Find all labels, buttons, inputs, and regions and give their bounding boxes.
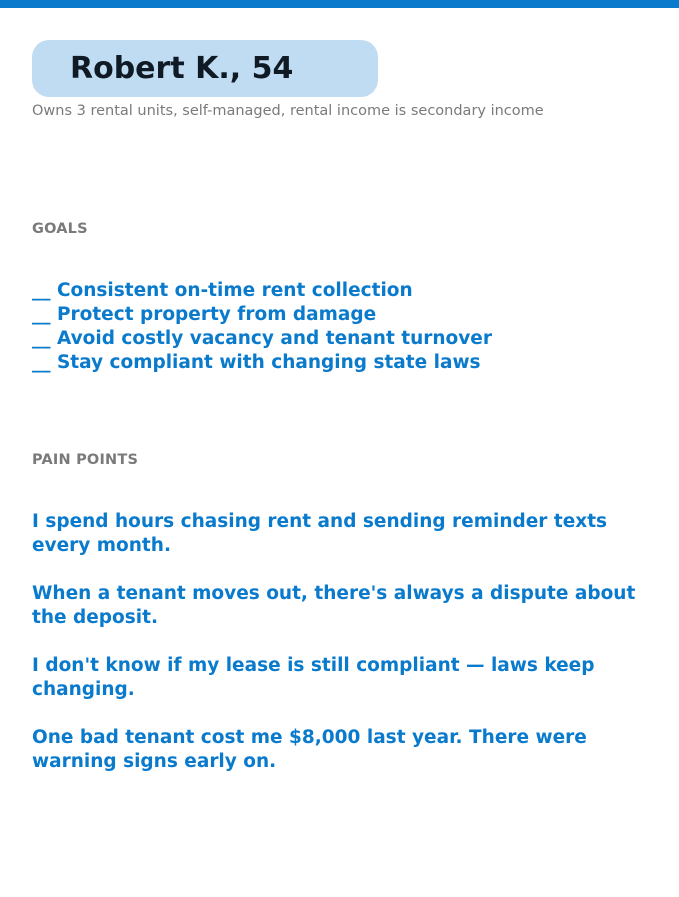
pain-point-item: I spend hours chasing rent and sending reminder texts every month. <box>32 511 608 556</box>
persona-name-badge <box>32 40 378 97</box>
pain-points-heading: PAIN POINTS <box>32 452 139 468</box>
goal-item: __ Consistent on-time rent collection <box>32 280 413 301</box>
goals-list <box>32 279 492 375</box>
pain-point-item: One bad tenant cost me $8,000 last year. There were warning signs early on. <box>32 727 587 772</box>
pain-point-item: I don't know if my lease is still compliant — laws keep changing. <box>32 655 595 700</box>
pain-points-list <box>32 510 642 798</box>
pain-point-item: When a tenant moves out, there's always a dispute about the deposit. <box>32 583 636 628</box>
persona-description: Owns 3 rental units, self-managed, rental income is secondary income <box>32 103 544 119</box>
top-accent-bar <box>0 0 679 8</box>
persona-name: Robert K., 54 <box>70 51 294 86</box>
goals-heading: GOALS <box>32 221 88 237</box>
goal-item: __ Protect property from damage <box>32 304 377 325</box>
goal-item: __ Avoid costly vacancy and tenant turnover <box>32 328 492 349</box>
goal-item: __ Stay compliant with changing state laws <box>32 352 481 373</box>
